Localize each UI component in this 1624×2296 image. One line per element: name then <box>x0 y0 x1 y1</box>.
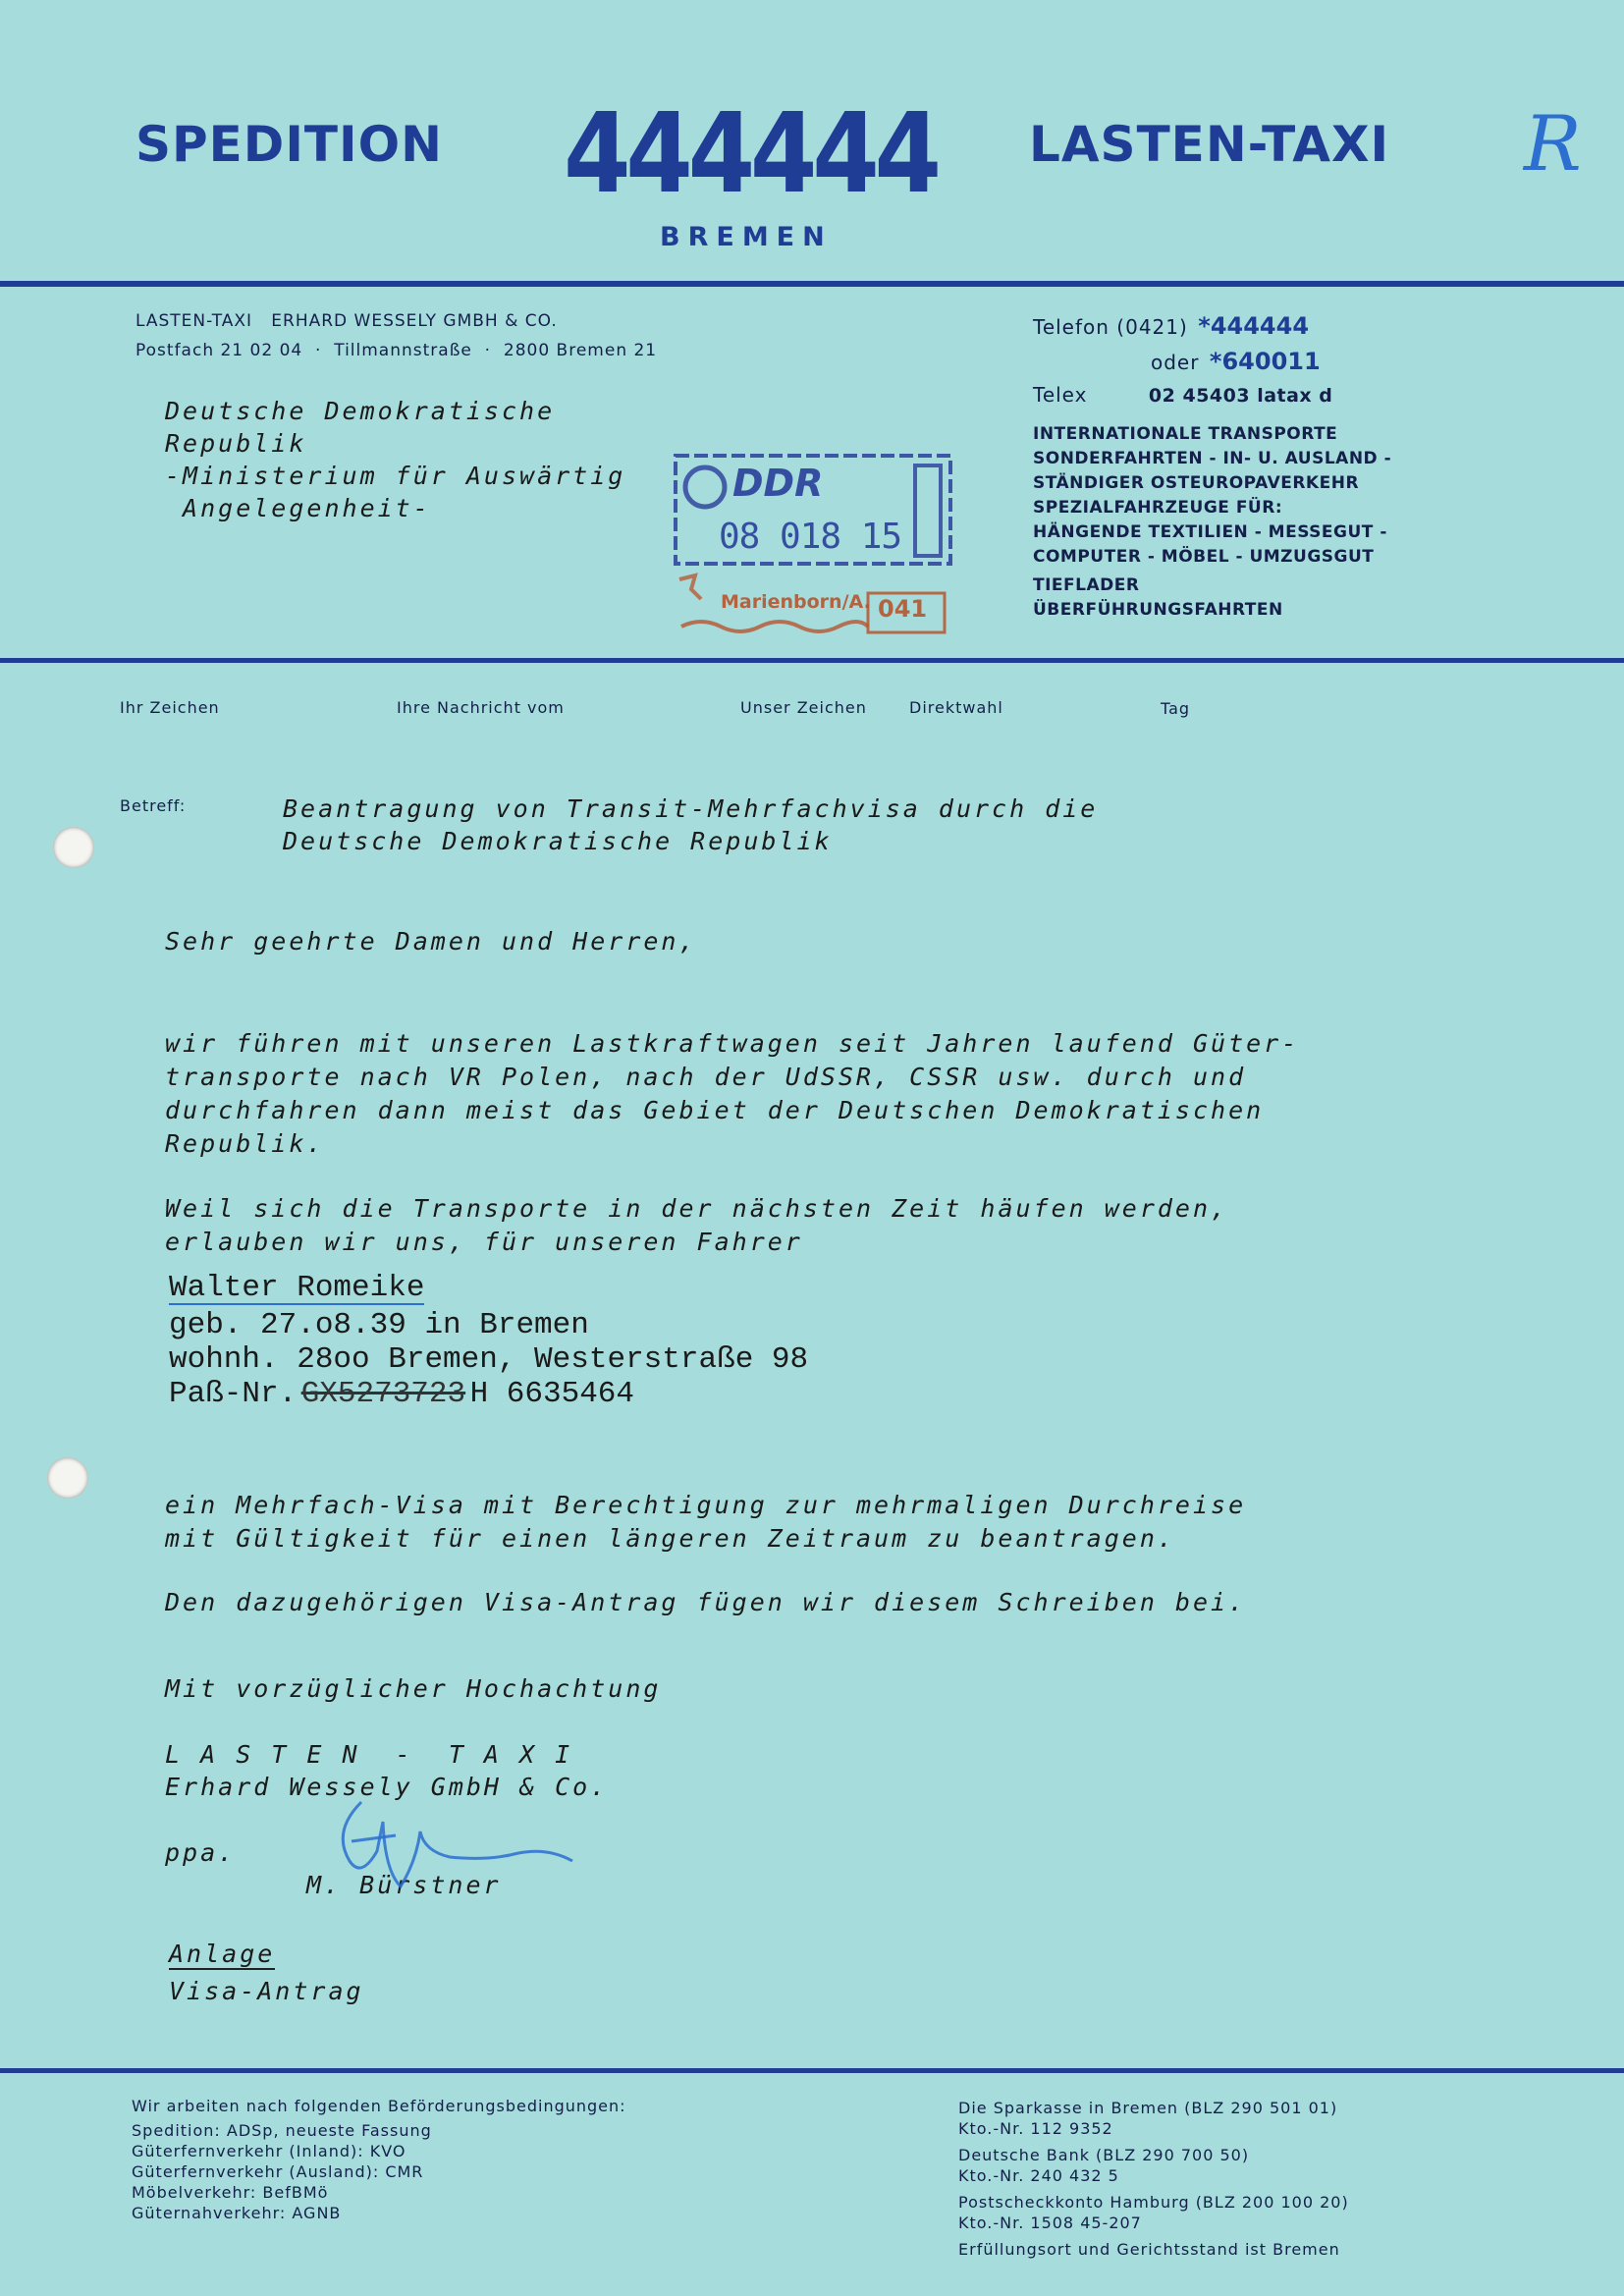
paragraph-1 <box>165 1027 1299 1161</box>
footer-line: Erfüllungsort und Gerichtsstand ist Bremen <box>958 2240 1340 2259</box>
sender-address-line: Postfach 21 02 04 · Tillmannstraße · 2800 Bremen 21 <box>135 341 658 360</box>
field-direktwahl: Direktwahl <box>909 698 1003 717</box>
driver-born: geb. 27.o8.39 in Bremen <box>169 1308 589 1342</box>
field-tag: Tag <box>1161 699 1191 718</box>
stamp-country: DDR <box>732 462 824 505</box>
service-line: COMPUTER - MÖBEL - UMZUGSGUT <box>1033 547 1375 567</box>
service-line: SPEZIALFAHRZEUGE FÜR: <box>1033 498 1283 518</box>
paragraph-line: durchfahren dann meist das Gebiet der Deutschen Demokratischen <box>165 1096 1265 1124</box>
services-list <box>1033 422 1583 623</box>
footer-line: Kto.-Nr. 112 9352 <box>958 2119 1113 2138</box>
service-line: SONDERFAHRTEN - IN- U. AUSLAND - <box>1033 449 1392 468</box>
ddr-transit-stamp <box>672 452 954 638</box>
paragraph-line: ein Mehrfach-Visa mit Berechtigung zur mehrmaligen Durchreise <box>165 1491 1247 1519</box>
footer-line: Deutsche Bank (BLZ 290 700 50) <box>958 2146 1250 2164</box>
service-line: HÄNGENDE TEXTILIEN - MESSEGUT - <box>1033 522 1387 542</box>
alt-phone-label: oder <box>1151 351 1200 374</box>
letterhead-left-word: SPEDITION <box>135 116 443 173</box>
signature-company-2: Erhard Wessely GmbH & Co. <box>165 1773 609 1801</box>
paragraph-line: wir führen mit unseren Lastkraftwagen seit Jahren laufend Güter- <box>165 1029 1300 1058</box>
subject-line: Beantragung von Transit-Mehrfachvisa durch die <box>283 794 1099 823</box>
paragraph-3 <box>165 1489 1246 1556</box>
driver-name: Walter Romeike <box>169 1271 425 1305</box>
header-rule-top <box>0 281 1624 287</box>
letterhead-city: BREMEN <box>660 222 833 252</box>
signature-company: L A S T E N - T A X I <box>165 1740 573 1769</box>
passport-label: Paß-Nr. <box>169 1377 298 1411</box>
signature-ppa: ppa. <box>165 1838 237 1867</box>
salutation: Sehr geehrte Damen und Herren, <box>165 927 697 956</box>
recipient-line: Republik <box>165 429 307 458</box>
handwritten-signature <box>322 1792 617 1900</box>
signature-block <box>165 1738 754 1915</box>
attachment-item: Visa-Antrag <box>169 1977 364 2005</box>
paragraph-line: mit Gültigkeit für einen längeren Zeitraum zu beantragen. <box>165 1524 1175 1553</box>
footer-line: Güterfernverkehr (Ausland): CMR <box>132 2162 424 2181</box>
paragraph-4: Den dazugehörigen Visa-Antrag fügen wir diesem Schreiben bei. <box>165 1588 1247 1616</box>
recipient-line: Deutsche Demokratische <box>165 397 556 425</box>
paragraph-2 <box>165 1192 1228 1259</box>
phone-label: Telefon (0421) <box>1033 315 1188 339</box>
paragraph-line: Republik. <box>165 1129 325 1158</box>
letterhead-number: 444444 <box>564 90 937 218</box>
paragraph-line: transporte nach VR Polen, nach der UdSSR, CSSR usw. durch und <box>165 1063 1247 1091</box>
paragraph-line: Weil sich die Transporte in der nächsten Zeit häufen werden, <box>165 1194 1229 1223</box>
footer-line: Wir arbeiten nach folgenden Beförderungsbedingungen: <box>132 2097 626 2115</box>
footer-rule <box>0 2068 1624 2073</box>
field-ihre-nachricht: Ihre Nachricht vom <box>397 698 565 717</box>
footer-line: Güternahverkehr: AGNB <box>132 2204 342 2222</box>
footer-line: Möbelverkehr: BefBMö <box>132 2183 329 2202</box>
footer-conditions <box>132 2096 626 2223</box>
footer-line: Kto.-Nr. 1508 45-207 <box>958 2214 1142 2232</box>
punch-hole-top <box>53 827 94 868</box>
attachment <box>169 1941 364 2008</box>
contact-block <box>1033 312 1583 414</box>
recipient-line: Angelegenheit- <box>165 494 431 522</box>
footer-line: Kto.-Nr. 240 432 5 <box>958 2166 1119 2185</box>
footer-line: Güterfernverkehr (Inland): KVO <box>132 2142 406 2160</box>
alt-phone-number: *640011 <box>1209 348 1321 375</box>
subject-line: Deutsche Demokratische Republik <box>283 827 833 855</box>
stamp-place: Marienborn/A. <box>721 591 871 613</box>
footer-bank-details <box>958 2098 1349 2260</box>
recipient-address <box>165 395 625 524</box>
paragraph-line: erlauben wir uns, für unseren Fahrer <box>165 1228 803 1256</box>
footer-line: Die Sparkasse in Bremen (BLZ 290 501 01) <box>958 2099 1338 2117</box>
telex-value: 02 45403 latax d <box>1148 385 1333 407</box>
service-line: INTERNATIONALE TRANSPORTE <box>1033 424 1338 444</box>
field-unser-zeichen: Unser Zeichen <box>740 698 867 717</box>
handwritten-mark: R <box>1524 100 1582 189</box>
telex-label: Telex <box>1033 383 1088 407</box>
letterhead-right-word: LASTEN-TAXI <box>1029 116 1390 173</box>
closing: Mit vorzüglicher Hochachtung <box>165 1674 662 1703</box>
footer-line: Spedition: ADSp, neueste Fassung <box>132 2121 432 2140</box>
header-rule-bottom <box>0 658 1624 663</box>
betreff-label: Betreff: <box>120 796 187 815</box>
field-ihr-zeichen: Ihr Zeichen <box>120 698 220 717</box>
driver-details <box>169 1273 808 1414</box>
punch-hole-bottom <box>47 1457 88 1499</box>
service-line: STÄNDIGER OSTEUROPAVERKEHR <box>1033 473 1360 493</box>
recipient-line: -Ministerium für Auswärtig <box>165 462 626 490</box>
passport-struck-number: GX5273723 <box>300 1377 466 1411</box>
driver-address: wohnh. 28oo Bremen, Westerstraße 98 <box>169 1342 809 1377</box>
phone-number: *444444 <box>1198 312 1310 340</box>
service-line: ÜBERFÜHRUNGSFAHRTEN <box>1033 600 1283 620</box>
stamp-number: 041 <box>878 595 928 623</box>
sender-company-line: LASTEN-TAXI ERHARD WESSELY GMBH & CO. <box>135 311 558 331</box>
attachment-label: Anlage <box>169 1940 276 1968</box>
service-line: TIEFLADER <box>1033 575 1140 595</box>
footer-line: Postscheckkonto Hamburg (BLZ 200 100 20) <box>958 2193 1349 2212</box>
subject <box>283 793 1098 857</box>
driver-passport <box>169 1377 808 1414</box>
passport-number: H 6635464 <box>469 1377 635 1411</box>
signature-signer: M. Bürstner <box>306 1871 502 1899</box>
stamp-code: 08 018 15 <box>719 517 902 557</box>
